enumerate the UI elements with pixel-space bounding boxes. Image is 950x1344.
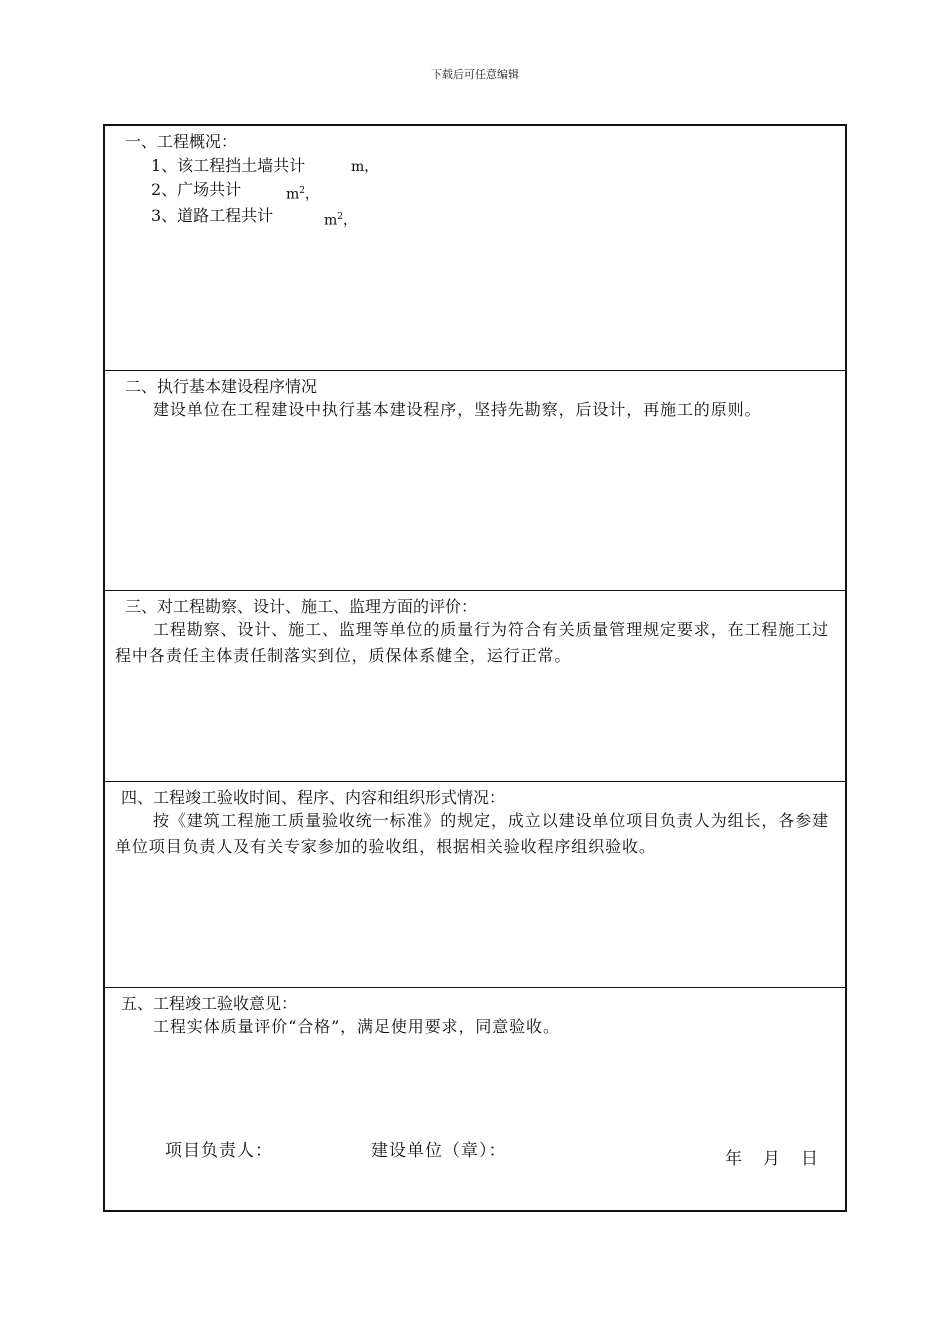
project-leader-signature-label: 项目负责人：: [165, 1141, 273, 1161]
item-label: 3、道路工程共计: [151, 206, 274, 225]
section-title: 一、工程概况：: [125, 132, 238, 151]
item-label: 1、该工程挡土墙共计: [151, 156, 306, 175]
date-day: 日: [801, 1149, 818, 1169]
overview-item-plaza: [151, 178, 241, 202]
page-header: 下载后可任意编辑: [431, 68, 519, 81]
date-month: 月: [763, 1149, 780, 1169]
item-unit: m，: [351, 159, 379, 175]
item-unit: $m^2$，: [324, 212, 358, 229]
acceptance-form: [103, 124, 847, 1212]
section-title: 五、工程竣工验收意见：: [121, 994, 298, 1013]
overview-item-road: [151, 204, 273, 228]
item-unit: $m^2$，: [286, 186, 320, 203]
section-body: 建设单位在工程建设中执行基本建设程序，坚持先勘察，后设计，再施工的原则。: [153, 400, 762, 419]
section-body: 工程实体质量评价“合格”，满足使用要求，同意验收。: [153, 1017, 560, 1036]
construction-unit-seal-label: 建设单位（章）：: [371, 1141, 507, 1161]
section-evaluation: [105, 591, 845, 782]
section-title: 二、执行基本建设程序情况: [125, 377, 318, 396]
section-construction-procedure: [105, 371, 845, 591]
section-acceptance-process: [105, 782, 845, 988]
item-label: 2、广场共计: [151, 180, 242, 199]
date-year: 年: [725, 1149, 742, 1169]
section-title: 三、对工程勘察、设计、施工、监理方面的评价：: [125, 597, 478, 616]
overview-item-retaining-wall: [151, 154, 305, 178]
section-body: 按《建筑工程施工质量验收统一标准》的规定，成立以建设单位项目负责人为组长，各参建单位项目负责人及有关专家参加的验收组，根据相关验收程序组织验收。: [115, 811, 830, 856]
section-body: 工程勘察、设计、施工、监理等单位的质量行为符合有关质量管理规定要求，在工程施工过程中各责任主体责任制落实到位，质保体系健全，运行正常。: [115, 620, 830, 665]
section-acceptance-opinion: [105, 988, 845, 1210]
section-title: 四、工程竣工验收时间、程序、内容和组织形式情况：: [121, 788, 506, 807]
sign-date: [725, 1144, 818, 1169]
section-project-overview: [105, 126, 845, 371]
